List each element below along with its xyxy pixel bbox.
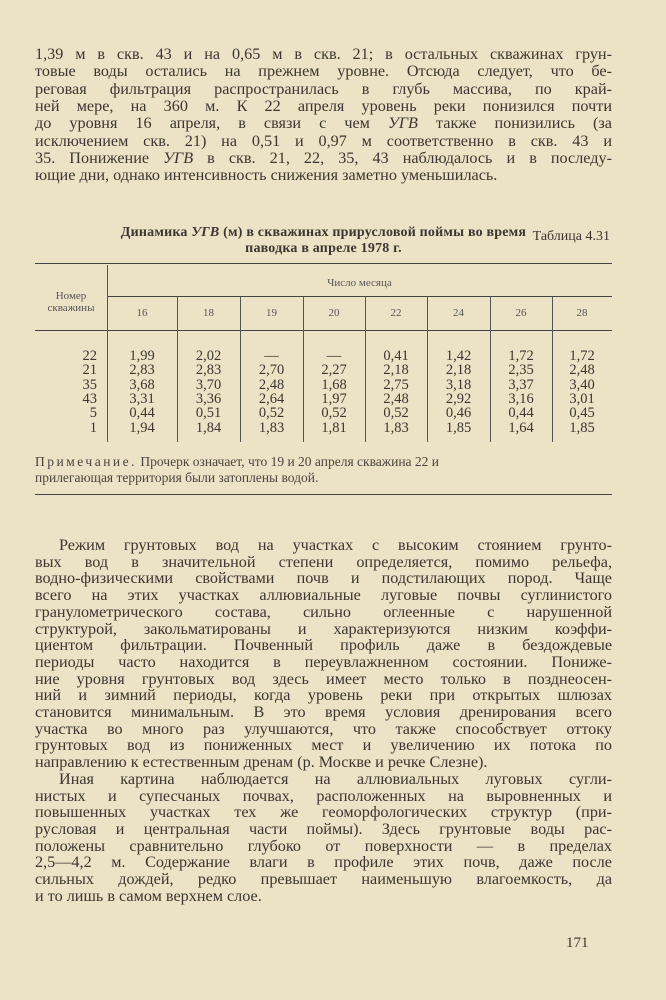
- note-label: Примечание.: [35, 454, 138, 469]
- table-cell: 0,41: [383, 348, 409, 364]
- table-cell: 2,64: [258, 390, 285, 407]
- day-header: 28: [576, 307, 588, 319]
- text-line: Режим грунтовых вод на участках с высоким стоянием грунто-: [59, 536, 612, 554]
- table-cell: 1,83: [383, 419, 409, 436]
- table-cell: 0,51: [195, 405, 222, 422]
- text-line: 35. Понижение УГВ в скв. 21, 22, 35, 43 наблюдалось и в последу-: [35, 148, 612, 167]
- table-caption-line-2: паводка в апреле 1978 г.: [245, 241, 402, 256]
- table-cell: 3,18: [445, 376, 472, 393]
- table-cell: 3,31: [129, 390, 155, 407]
- table-cell: —: [326, 348, 342, 364]
- text-line: водно-физическими свойствами почв и подстилающих пород. Чаще: [35, 569, 612, 588]
- table-cell: 1,64: [508, 419, 534, 436]
- text-line: вых вод в значительной степени определяется, помимо рельефа,: [35, 552, 612, 571]
- table-note-line-1: [35, 454, 612, 470]
- table-cell: 1,72: [508, 348, 534, 364]
- table-cell: 2,48: [258, 376, 285, 393]
- table-cell: 1,94: [129, 419, 155, 436]
- table-cell: 1,68: [321, 376, 347, 393]
- text-line: грунтовых вод из пониженных мест и увеличению их потока по: [35, 736, 612, 755]
- text-line: направлению к естественным дренам (р. Москве и речке Слезне).: [35, 753, 488, 772]
- text-line: повышенных участках тех же геоморфологических структур (при-: [35, 803, 612, 822]
- table-cell: 1,72: [569, 348, 595, 364]
- text-line: до уровня 16 апреля, в связи с чем УГВ также понизились (за: [35, 114, 612, 133]
- table-caption-line-1: Динамика УГВ (м) в скважинах прирусловой поймы во время: [120, 225, 527, 240]
- table-note-line-2: прилегающая территория были затоплены водой.: [35, 470, 319, 485]
- table-top-rule: [35, 263, 612, 264]
- text-line: русловая и центральная части поймы). Здесь грунтовые воды рас-: [35, 819, 612, 838]
- day-header: 22: [390, 307, 402, 319]
- text-line: товые воды остались на прежнем уровне. Отсюда следует, что бе-: [35, 62, 612, 81]
- day-header: 24: [453, 307, 464, 319]
- text-line: Иная картина наблюдается на аллювиальных луговых сугли-: [59, 769, 612, 788]
- text-line: сильных дождей, редко превышает наименьшую влагоемкость, да: [35, 870, 612, 888]
- text-line: циентом фильтрации. Почвенный профиль даже в бездождевые: [35, 636, 612, 655]
- text-line: исключением скв. 21) на 0,51 и 0,97 м соответственно в скв. 43 и: [35, 131, 612, 150]
- table-bottom-rule: [35, 494, 612, 495]
- table-header-rule: [35, 330, 612, 331]
- text-line: участка во много раз улучшаются, что также способствует оттоку: [35, 719, 612, 738]
- table-cell: 0,52: [383, 405, 409, 422]
- well-number: 43: [82, 390, 97, 407]
- table-cell: 0,52: [258, 405, 285, 422]
- day-header: 16: [136, 307, 148, 319]
- stub-header-1: Номер: [55, 290, 87, 302]
- text-line: ней мере, на 360 м. К 22 апреля уровень реки понизился почти: [35, 96, 612, 115]
- table-cell: 0,46: [445, 405, 472, 422]
- text-line: ющие дни, однако интенсивность снижения заметно уменьшилась.: [35, 166, 498, 185]
- table-cell: 2,27: [321, 362, 347, 379]
- note-text-1: Прочерк означает, что 19 и 20 апреля скважина 22 и: [140, 454, 440, 469]
- table-cell: 1,84: [195, 419, 222, 436]
- day-header: 20: [328, 307, 340, 319]
- table-cell: 2,75: [383, 376, 409, 393]
- table-cell: 1,85: [569, 419, 595, 436]
- table-cell: 0,52: [321, 405, 347, 422]
- stub-header-2: скважины: [47, 302, 95, 314]
- well-number: 35: [82, 376, 97, 393]
- page-number: 171: [566, 935, 589, 951]
- text-line: ний и зимний периоды, когда уровень реки при открытых шлюзах: [35, 686, 612, 705]
- day-header: 19: [266, 307, 277, 319]
- table-cell: 2,35: [508, 362, 534, 379]
- table-cell: 2,48: [569, 362, 595, 379]
- day-header: 18: [203, 307, 214, 319]
- table-cell: 0,45: [569, 405, 595, 422]
- table-cell: 1,99: [129, 348, 155, 364]
- table-cell: —: [264, 348, 279, 364]
- table-cell: 0,44: [129, 405, 155, 422]
- text-line: реговая фильтрация распространилась в глубь массива, по край-: [35, 79, 612, 98]
- table-cell: 2,18: [445, 362, 472, 379]
- text-line: нистых и супесчаных почвах, расположенных на выровненных и: [35, 786, 612, 805]
- well-number: 21: [82, 362, 97, 379]
- text-line: гранулометрического состава, сильно оглеенные с нарушенной: [35, 602, 612, 621]
- table-cell: 3,40: [569, 376, 595, 393]
- well-number: 5: [89, 405, 97, 422]
- day-header: 26: [515, 307, 527, 319]
- table-cell: 1,81: [321, 419, 347, 436]
- text-line: всего на этих участках аллювиальные луговые почвы суглинистого: [35, 586, 612, 605]
- table-cell: 2,70: [258, 362, 285, 379]
- text-line: 1,39 м в скв. 43 и на 0,65 м в скв. 21; в остальных скважинах грун-: [35, 45, 612, 63]
- text-line: положены сравнительно глубоко от поверхности — в пределах: [35, 836, 612, 855]
- table-cell: 1,42: [445, 348, 472, 364]
- group-header-rule: [107, 296, 612, 297]
- table-cell: 3,68: [129, 376, 155, 393]
- table-cell: 2,83: [195, 362, 222, 379]
- table-cell: 3,37: [508, 376, 534, 393]
- table-cell: 0,44: [508, 405, 534, 422]
- table-cell: 2,18: [383, 362, 409, 379]
- table-cell: 1,83: [258, 419, 285, 436]
- table-cell: 3,36: [195, 390, 222, 407]
- text-line: 2,5—4,2 м. Содержание влаги в профиле этих почв, даже после: [35, 853, 612, 872]
- table-cell: 1,85: [445, 419, 472, 436]
- table-cell: 2,02: [195, 348, 222, 364]
- table-cell: 3,70: [195, 376, 222, 393]
- text-line: структурой, закольматированы и характеризуются низким коэффи-: [35, 619, 612, 638]
- text-line: становится минимальным. В это время условия дренирования всего: [35, 703, 612, 721]
- table-cell: 3,16: [508, 390, 534, 407]
- text-line: и то лишь в самом верхнем слое.: [35, 886, 262, 905]
- table-cell: 2,83: [129, 362, 155, 379]
- table-cell: 3,01: [569, 390, 595, 407]
- text-line: ние уровня грунтовых вод здесь имеет место только в позднеосен-: [35, 669, 612, 688]
- text-line: периоды часто находится в переувлажненном состоянии. Пониже-: [35, 652, 612, 671]
- table-cell: 1,97: [321, 390, 347, 407]
- well-number: 1: [89, 419, 97, 436]
- table-cell: 2,92: [445, 390, 472, 407]
- well-number: 22: [82, 348, 97, 364]
- group-header: Число месяца: [327, 277, 392, 289]
- table-number: Таблица 4.31: [532, 229, 610, 244]
- table-cell: 2,48: [383, 390, 409, 407]
